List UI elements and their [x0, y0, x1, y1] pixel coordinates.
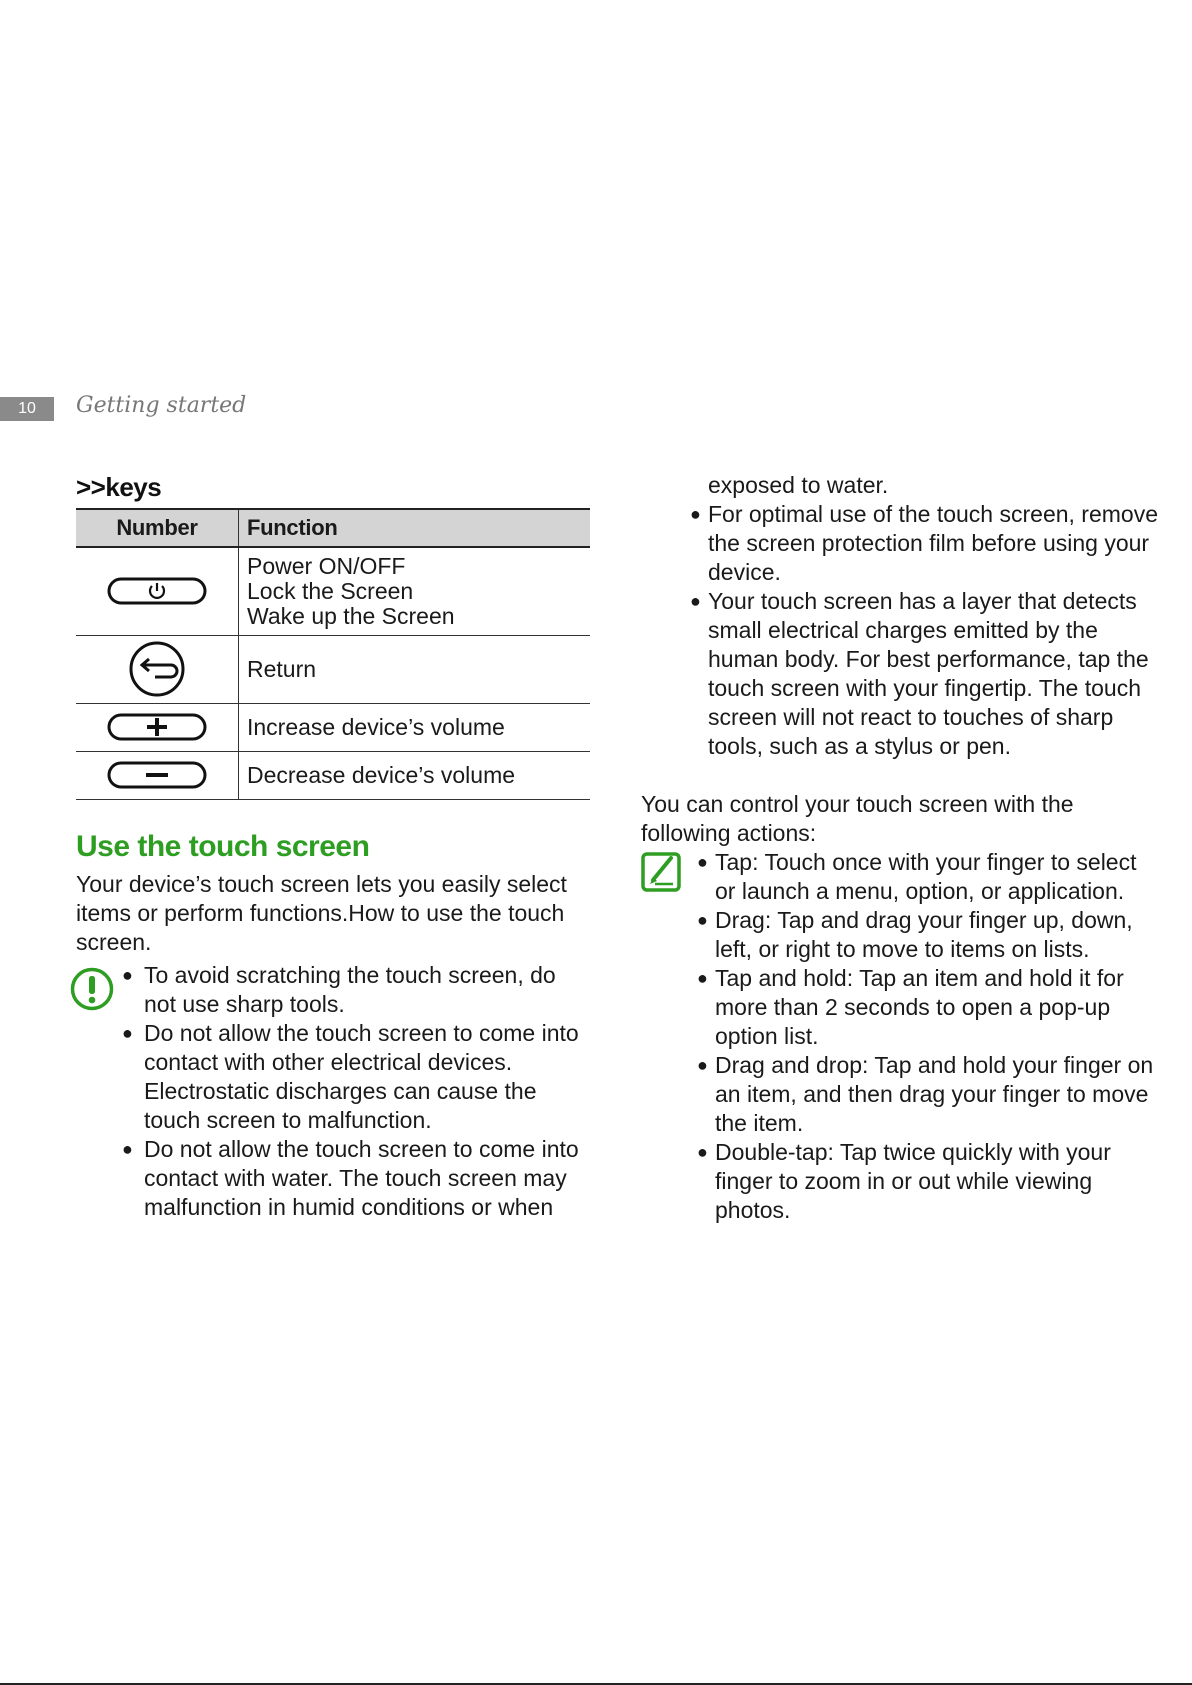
list-item: ● Drag and drop: Tap and hold your finger on an item, and then drag your finger to move the item. — [715, 1051, 1161, 1138]
table-header-row — [76, 509, 590, 547]
warning-icon — [70, 967, 114, 1011]
table-row — [76, 547, 590, 635]
power-key-icon — [107, 577, 207, 605]
function-cell: Return — [239, 635, 591, 703]
touch-intro: Your device’s touch screen lets you easily select items or perform functions.How to use the touch screen. — [76, 870, 567, 955]
note-pencil-icon — [641, 850, 683, 894]
list-item: ● Drag: Tap and drag your finger up, down, left, or right to move to items on lists. — [715, 906, 1161, 964]
keys-table — [76, 508, 590, 800]
left-column — [76, 472, 590, 1222]
touch-screen-heading: Use the touch screen — [76, 829, 370, 863]
list-item: ● Tap and hold: Tap an item and hold it for more than 2 seconds to open a pop-up option list. — [715, 964, 1161, 1051]
list-item: ● For optimal use of the touch screen, remove the screen protection film before using your device. — [708, 500, 1161, 587]
page-header — [0, 393, 400, 421]
caution-list — [76, 961, 590, 1222]
actions-note — [641, 848, 1161, 1225]
table-row — [76, 635, 590, 703]
actions-intro: You can control your touch screen with the following actions: — [641, 791, 1074, 846]
list-item: ● Your touch screen has a layer that detects small electrical charges emitted by the human body. For best performance, tap the touch screen with your fingertip. The touch screen will not react to touches of sharp tools, such as a stylus or pen. — [708, 587, 1161, 761]
volume-up-key-icon — [107, 713, 207, 741]
section-title: Getting started — [76, 393, 247, 418]
keys-heading: >>keys — [76, 472, 162, 502]
caution-continuation: exposed to water. — [708, 472, 889, 498]
function-cell: Decrease device’s volume — [239, 751, 591, 799]
table-row — [76, 751, 590, 799]
column-header-function: Function — [239, 509, 591, 547]
caution-notice — [76, 961, 590, 1222]
list-item: ● To avoid scratching the touch screen, do not use sharp tools. — [126, 961, 590, 1019]
list-item: ● Do not allow the touch screen to come into contact with other electrical devices. Electrostatic discharges can cause the touch screen to malfunction. — [126, 1019, 590, 1135]
list-item: ● Double-tap: Tap twice quickly with your finger to zoom in or out while viewing photos. — [715, 1138, 1161, 1225]
list-item: ● Do not allow the touch screen to come into contact with water. The touch screen may malfunction in humid conditions or when — [126, 1135, 590, 1222]
return-key-icon — [127, 641, 187, 697]
volume-down-key-icon — [107, 761, 207, 789]
list-item: ● Tap: Touch once with your finger to select or launch a menu, option, or application. — [715, 848, 1161, 906]
right-column — [641, 471, 1161, 1225]
actions-list — [641, 848, 1161, 1225]
table-row — [76, 703, 590, 751]
function-cell: Increase device’s volume — [239, 703, 591, 751]
column-header-number: Number — [76, 509, 239, 547]
function-cell: Power ON/OFF Lock the Screen Wake up the Screen — [239, 547, 591, 635]
page-number: 10 — [0, 397, 54, 421]
caution-list-continued — [641, 500, 1161, 761]
